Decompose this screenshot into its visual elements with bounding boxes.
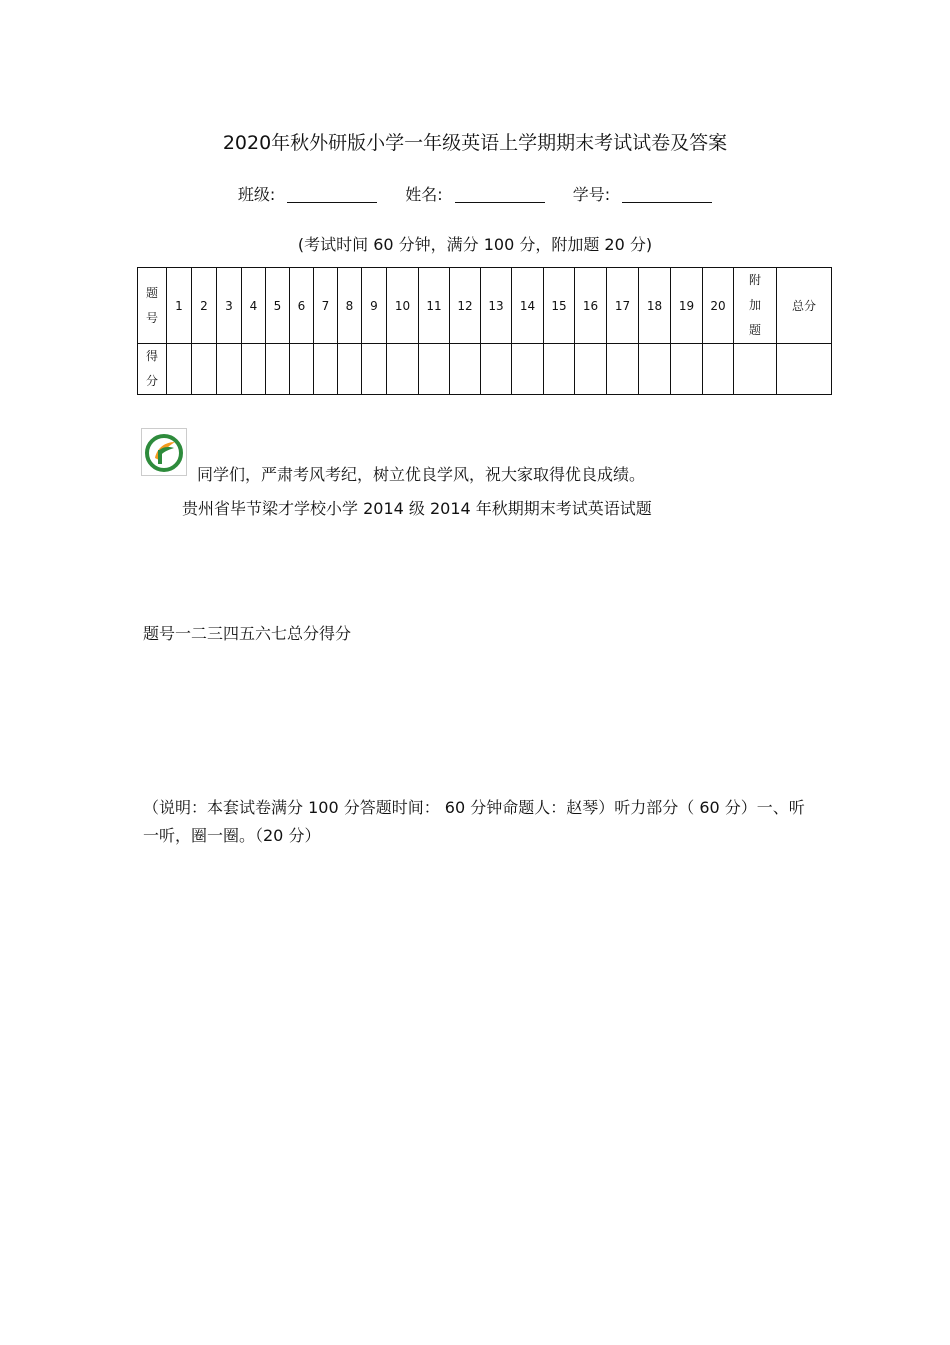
question-number-header-text: 题 号 xyxy=(145,285,158,325)
score-cell[interactable] xyxy=(290,344,314,395)
score-cell[interactable] xyxy=(671,344,703,395)
question-numbers-line: 题号一二三四五六七总分得分 xyxy=(143,624,352,643)
score-header-text: 得 分 xyxy=(145,349,158,388)
student-number-label: 学号: xyxy=(572,185,611,204)
page-title: 2020年秋外研版小学一年级英语上学期期末考试试卷及答案 xyxy=(222,132,728,154)
name-field[interactable] xyxy=(405,182,544,205)
question-number-cell: 11 xyxy=(419,268,450,344)
question-number-cell: 5 xyxy=(266,268,290,344)
question-number-cell: 4 xyxy=(242,268,266,344)
question-number-cell: 20 xyxy=(703,268,734,344)
score-cell[interactable] xyxy=(362,344,387,395)
score-cell[interactable] xyxy=(387,344,419,395)
score-cell[interactable] xyxy=(575,344,607,395)
question-number-cell: 17 xyxy=(607,268,639,344)
total-header: 总分 xyxy=(777,268,832,344)
score-cell[interactable] xyxy=(217,344,242,395)
score-cell[interactable] xyxy=(607,344,639,395)
score-cell[interactable] xyxy=(314,344,338,395)
class-blank[interactable] xyxy=(287,186,377,203)
question-number-cell: 2 xyxy=(192,268,217,344)
score-cell[interactable] xyxy=(192,344,217,395)
score-cell[interactable] xyxy=(266,344,290,395)
score-header xyxy=(138,344,167,395)
class-label: 班级: xyxy=(237,185,276,204)
score-cell[interactable] xyxy=(544,344,575,395)
question-number-row xyxy=(138,268,832,344)
score-cell[interactable] xyxy=(703,344,734,395)
question-number-cell: 18 xyxy=(639,268,671,344)
score-cell[interactable] xyxy=(167,344,192,395)
question-number-cell: 8 xyxy=(338,268,362,344)
question-number-cell: 1 xyxy=(167,268,192,344)
question-number-cell: 7 xyxy=(314,268,338,344)
score-cell[interactable] xyxy=(450,344,481,395)
score-cell[interactable] xyxy=(242,344,266,395)
bonus-score-cell[interactable] xyxy=(734,344,777,395)
exam-info: (考试时间 60 分钟，满分 100 分，附加题 20 分) xyxy=(297,235,653,254)
question-number-cell: 16 xyxy=(575,268,607,344)
question-number-cell: 10 xyxy=(387,268,419,344)
question-number-cell: 9 xyxy=(362,268,387,344)
score-row xyxy=(138,344,832,395)
motto-text: 同学们，严肃考风考纪，树立优良学风，祝大家取得优良成绩。 xyxy=(197,465,646,484)
score-cell[interactable] xyxy=(481,344,512,395)
question-number-cell: 14 xyxy=(512,268,544,344)
score-table xyxy=(137,267,832,395)
question-number-header xyxy=(138,268,167,344)
question-number-cell: 12 xyxy=(450,268,481,344)
total-score-cell[interactable] xyxy=(777,344,832,395)
question-number-cell: 13 xyxy=(481,268,512,344)
class-field[interactable] xyxy=(238,182,377,205)
score-cell[interactable] xyxy=(512,344,544,395)
school-logo-icon xyxy=(141,428,187,476)
student-info-fields xyxy=(0,182,950,205)
bonus-header: 附 加 题 xyxy=(734,268,777,344)
score-cell[interactable] xyxy=(338,344,362,395)
student-number-blank[interactable] xyxy=(622,186,712,203)
question-number-cell: 6 xyxy=(290,268,314,344)
score-cell[interactable] xyxy=(639,344,671,395)
score-cell[interactable] xyxy=(419,344,450,395)
question-number-cell: 3 xyxy=(217,268,242,344)
school-exam-line: 贵州省毕节梁才学校小学 2014 级 2014 年秋期期末考试英语试题 xyxy=(182,499,652,518)
question-number-cell: 15 xyxy=(544,268,575,344)
name-blank[interactable] xyxy=(455,186,545,203)
exam-note: （说明：本套试卷满分 100 分答题时间： 60 分钟命题人：赵琴）听力部分（ 60 分）一、听一听，圈一圈。（20 分） xyxy=(143,798,805,845)
question-number-cell: 19 xyxy=(671,268,703,344)
student-number-field[interactable] xyxy=(573,182,712,205)
name-label: 姓名: xyxy=(405,185,443,204)
